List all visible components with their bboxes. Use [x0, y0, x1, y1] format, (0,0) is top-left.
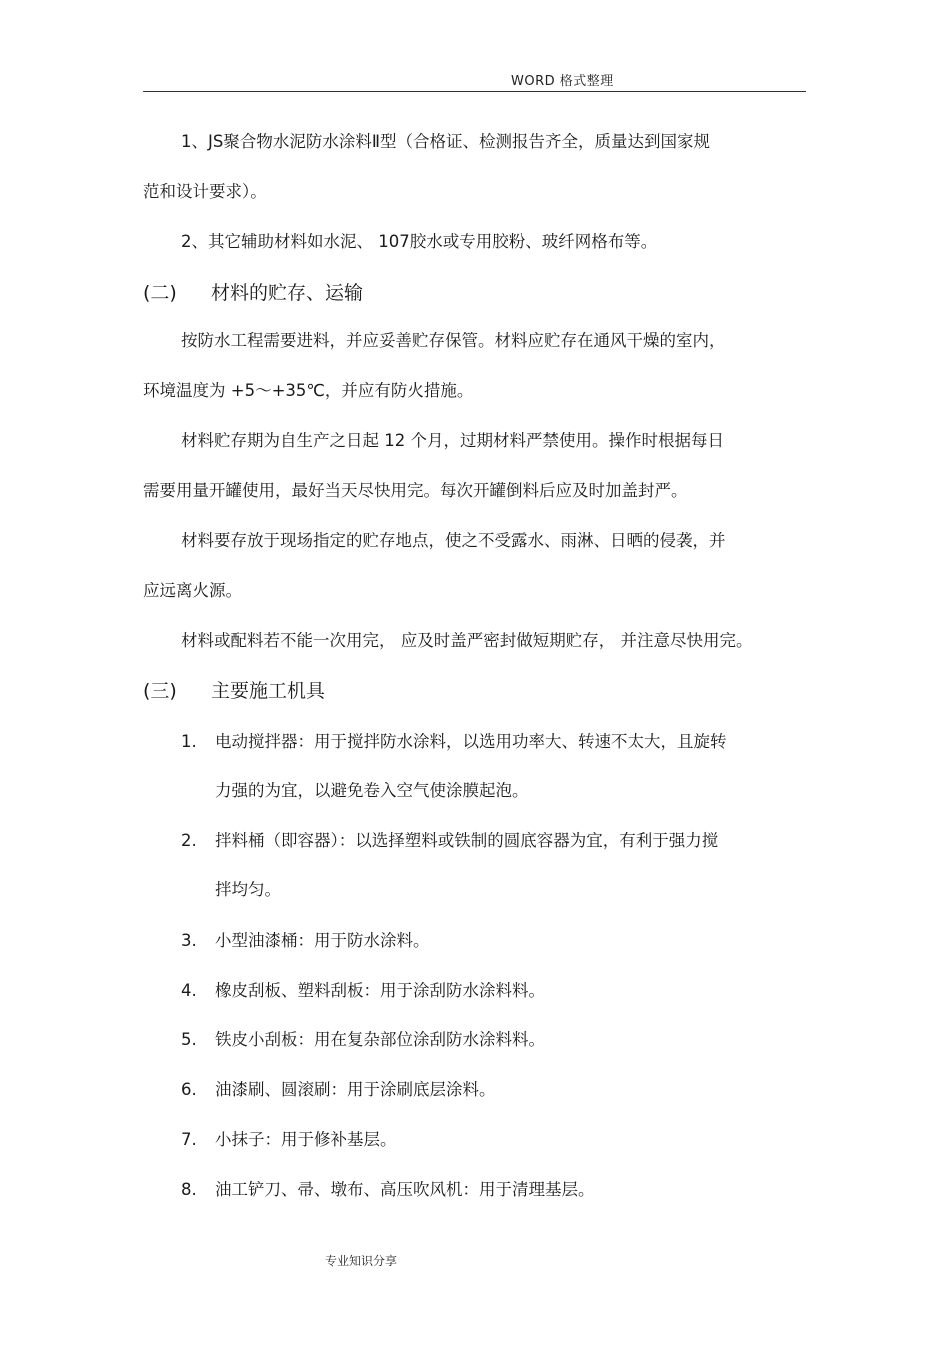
- section-3-heading: [143, 679, 325, 703]
- header-divider: [143, 91, 806, 92]
- tool-item-7: [181, 1129, 397, 1151]
- materials-item-1-line-2: 范和设计要求）。: [143, 182, 267, 201]
- tool-item-number: 5.: [181, 1030, 197, 1049]
- page-header-title: WORD 格式整理: [511, 74, 614, 89]
- storage-paragraph-1-line-1: 按防水工程需要进料，并应妥善贮存保管。材料应贮存在通风干燥的室内，: [181, 331, 726, 350]
- section-2-heading: [143, 281, 363, 305]
- materials-item-1-line-1: 1、JS聚合物水泥防水涂料Ⅱ型（合格证、检测报告齐全，质量达到国家规: [181, 132, 710, 151]
- tool-item-text: 油漆刷、圆滚刷：用于涂刷底层涂料。: [215, 1080, 496, 1099]
- tool-item-number: 2.: [181, 831, 197, 850]
- tool-item-1: [181, 731, 727, 753]
- tool-item-6: [181, 1079, 496, 1101]
- page-footer: 专业知识分享: [325, 1254, 398, 1268]
- storage-paragraph-2-line-1: 材料贮存期为自生产之日起 12 个月，过期材料严禁使用。操作时根据每日: [181, 431, 724, 450]
- tool-item-4: [181, 980, 545, 1002]
- section-2-number: (二): [143, 282, 177, 304]
- storage-paragraph-2-line-2: 需要用量开罐使用，最好当天尽快用完。每次开罐倒料后应及时加盖封严。: [143, 481, 688, 500]
- tool-item-number: 7.: [181, 1130, 197, 1149]
- storage-paragraph-3-line-2: 应远离火源。: [143, 581, 242, 600]
- tool-item-5: [181, 1029, 545, 1051]
- storage-paragraph-3-line-1: 材料要存放于现场指定的贮存地点，使之不受露水、雨淋、日晒的侵袭，并: [181, 531, 726, 550]
- storage-paragraph-1-line-2: 环境温度为 +5～+35℃，并应有防火措施。: [143, 381, 474, 400]
- tool-item-text: 铁皮小刮板：用在复杂部位涂刮防水涂料料。: [215, 1030, 545, 1049]
- tool-item-2-continuation: 拌均匀。: [215, 880, 281, 899]
- tool-item-3: [181, 930, 430, 952]
- tool-item-number: 8.: [181, 1180, 197, 1199]
- tool-item-number: 1.: [181, 732, 197, 751]
- section-3-number: (三): [143, 680, 177, 702]
- tool-item-number: 3.: [181, 931, 197, 950]
- tool-item-8: [181, 1179, 595, 1201]
- tool-item-number: 4.: [181, 981, 197, 1000]
- tool-item-number: 6.: [181, 1080, 197, 1099]
- tool-item-text: 小型油漆桶：用于防水涂料。: [215, 931, 430, 950]
- tool-item-2: [181, 830, 718, 852]
- tool-item-text: 油工铲刀、帚、墩布、高压吹风机：用于清理基层。: [215, 1180, 595, 1199]
- tool-item-text: 橡皮刮板、塑料刮板：用于涂刮防水涂料料。: [215, 981, 545, 1000]
- tool-item-text: 电动搅拌器：用于搅拌防水涂料，以选用功率大、转速不太大，且旋转: [215, 732, 727, 751]
- section-3-title: 主要施工机具: [211, 680, 326, 702]
- tool-item-text: 小抹子：用于修补基层。: [215, 1130, 397, 1149]
- tool-item-text: 拌料桶（即容器）：以选择塑料或铁制的圆底容器为宜，有利于强力搅: [215, 831, 719, 850]
- section-2-title: 材料的贮存、运输: [211, 282, 364, 304]
- storage-paragraph-4: 材料或配料若不能一次用完， 应及时盖严密封做短期贮存， 并注意尽快用完。: [181, 631, 753, 650]
- materials-item-2: 2、其它辅助材料如水泥、 107胶水或专用胶粉、玻纤网格布等。: [181, 232, 658, 251]
- tool-item-1-continuation: 力强的为宜，以避免卷入空气使涂膜起泡。: [215, 781, 529, 800]
